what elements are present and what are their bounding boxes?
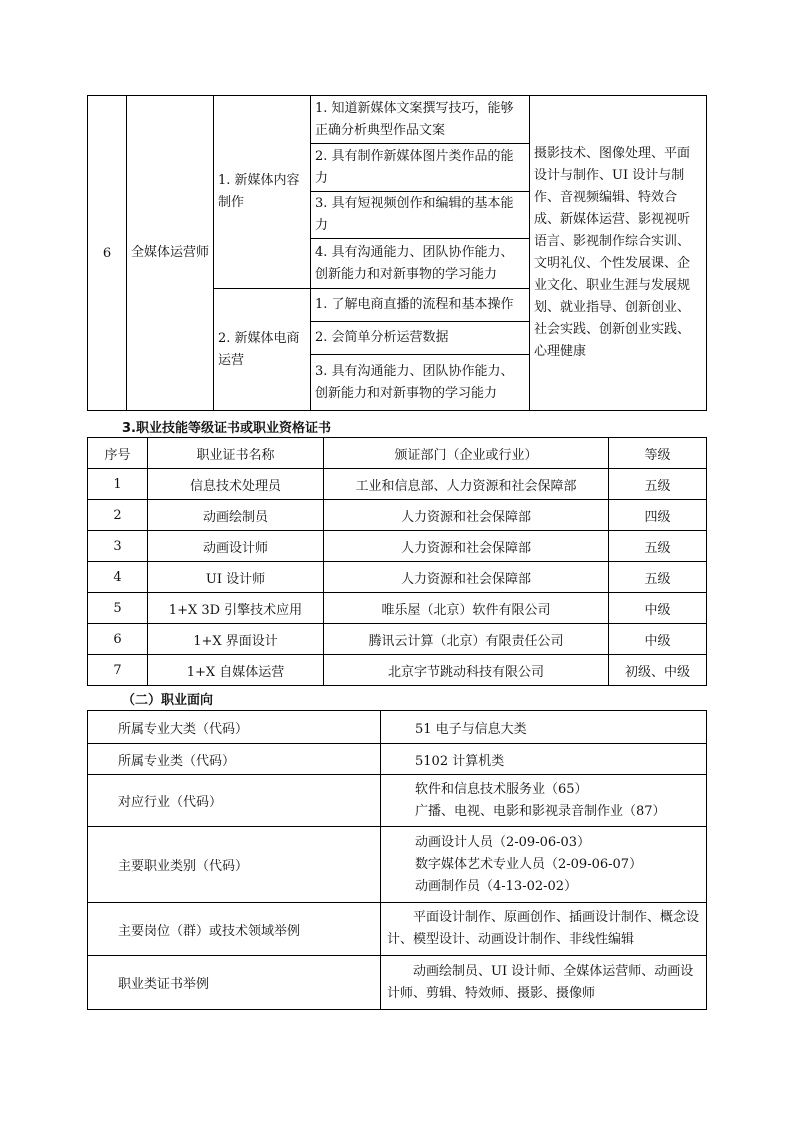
- row-value: 51 电子与信息大类: [381, 711, 707, 744]
- header-cell: 颁证部门（企业或行业）: [324, 438, 609, 469]
- header-cell: 职业证书名称: [148, 438, 324, 469]
- cert-section-title: 3.职业技能等级证书或职业资格证书: [122, 421, 331, 436]
- row-label: 职业类证书举例: [88, 956, 381, 1010]
- header-cell: 等级: [609, 438, 707, 469]
- issuer: 北京字节跳动科技有限公司: [324, 655, 609, 686]
- row-number: 4: [88, 562, 148, 593]
- cert-name: UI 设计师: [148, 562, 324, 593]
- table-row: [88, 956, 707, 1010]
- row-number: 7: [88, 655, 148, 686]
- row-label: 主要岗位（群）或技术领域举例: [88, 903, 381, 956]
- table-row: [88, 775, 707, 827]
- certificate-table: [87, 437, 707, 686]
- ability-item: 1. 了解电商直播的流程和基本操作: [311, 289, 530, 322]
- row-label: 主要职业类别（代码）: [88, 827, 381, 903]
- career-table: [87, 710, 707, 1010]
- row-number: 5: [88, 593, 148, 624]
- table-row: [88, 500, 707, 531]
- value-line: 广播、电视、电影和影视录音制作业（87）: [415, 803, 666, 819]
- cert-name: 1+X 3D 引擎技术应用: [148, 593, 324, 624]
- row-number: 1: [88, 469, 148, 500]
- group-name: 1. 新媒体内容制作: [214, 96, 311, 289]
- ability-item: 4. 具有沟通能力、团队协作能力、创新能力和对新事物的学习能力: [311, 239, 530, 289]
- level: 五级: [609, 469, 707, 500]
- row-value: [381, 775, 707, 827]
- header-cell: 序号: [88, 438, 148, 469]
- row-value: [381, 827, 707, 903]
- level: 中级: [609, 593, 707, 624]
- course-list: 摄影技术、图像处理、平面设计与制作、UI 设计与制作、音视频编辑、特效合成、新媒体运营、影视视听语言、影视制作综合实训、文明礼仪、个性发展课、企业文化、职业生涯与发展规划、就业指导、创新创业、社会实践、创新创业实践、心理健康: [530, 96, 707, 411]
- issuer: 人力资源和社会保障部: [324, 562, 609, 593]
- table-row: [88, 903, 707, 956]
- issuer: 人力资源和社会保障部: [324, 531, 609, 562]
- cert-name: 1+X 界面设计: [148, 624, 324, 655]
- level: 四级: [609, 500, 707, 531]
- cert-name: 动画绘制员: [148, 500, 324, 531]
- position-name: 全媒体运营师: [127, 96, 214, 411]
- row-label: 对应行业（代码）: [88, 775, 381, 827]
- position-ability-table: [87, 95, 707, 411]
- table-row: [88, 562, 707, 593]
- issuer: 工业和信息部、人力资源和社会保障部: [324, 469, 609, 500]
- career-section-title: （二）职业面向: [122, 693, 214, 708]
- level: 五级: [609, 562, 707, 593]
- level: 初级、中级: [609, 655, 707, 686]
- cert-name: 信息技术处理员: [148, 469, 324, 500]
- table-row: [88, 827, 707, 903]
- ability-item: 2. 会简单分析运营数据: [311, 322, 530, 355]
- row-number: 2: [88, 500, 148, 531]
- row-number: 3: [88, 531, 148, 562]
- level: 五级: [609, 531, 707, 562]
- level: 中级: [609, 624, 707, 655]
- row-value: 动画绘制员、UI 设计师、全媒体运营师、动画设计师、剪辑、特效师、摄影、摄像师: [381, 956, 707, 1010]
- issuer: 腾讯云计算（北京）有限责任公司: [324, 624, 609, 655]
- table-row: [88, 624, 707, 655]
- value-line: 数字媒体艺术专业人员（2-09-06-07）: [415, 856, 643, 872]
- value-line: 动画设计人员（2-09-06-03）: [415, 834, 591, 850]
- position-number: 6: [88, 96, 127, 411]
- group-name: 2. 新媒体电商运营: [214, 289, 311, 411]
- row-label: 所属专业大类（代码）: [88, 711, 381, 744]
- ability-item: 2. 具有制作新媒体图片类作品的能力: [311, 144, 530, 192]
- table-row: [88, 711, 707, 744]
- issuer: 人力资源和社会保障部: [324, 500, 609, 531]
- row-label: 所属专业类（代码）: [88, 744, 381, 775]
- table-row: [88, 531, 707, 562]
- row-value: 5102 计算机类: [381, 744, 707, 775]
- value-line: 动画制作员（4-13-02-02）: [415, 878, 578, 894]
- table-row: [88, 593, 707, 624]
- table-row: [88, 655, 707, 686]
- ability-item: 3. 具有短视频创作和编辑的基本能力: [311, 192, 530, 239]
- ability-item: 1. 知道新媒体文案撰写技巧，能够正确分析典型作品文案: [311, 96, 530, 144]
- row-number: 6: [88, 624, 148, 655]
- value-line: 软件和信息技术服务业（65）: [415, 781, 588, 797]
- row-value: 平面设计制作、原画创作、插画设计制作、概念设计、模型设计、动画设计制作、非线性编辑: [381, 903, 707, 956]
- cert-name: 动画设计师: [148, 531, 324, 562]
- issuer: 唯乐屋（北京）软件有限公司: [324, 593, 609, 624]
- table-row: [88, 469, 707, 500]
- table-row: [88, 744, 707, 775]
- cert-name: 1+X 自媒体运营: [148, 655, 324, 686]
- ability-item: 3. 具有沟通能力、团队协作能力、创新能力和对新事物的学习能力: [311, 355, 530, 411]
